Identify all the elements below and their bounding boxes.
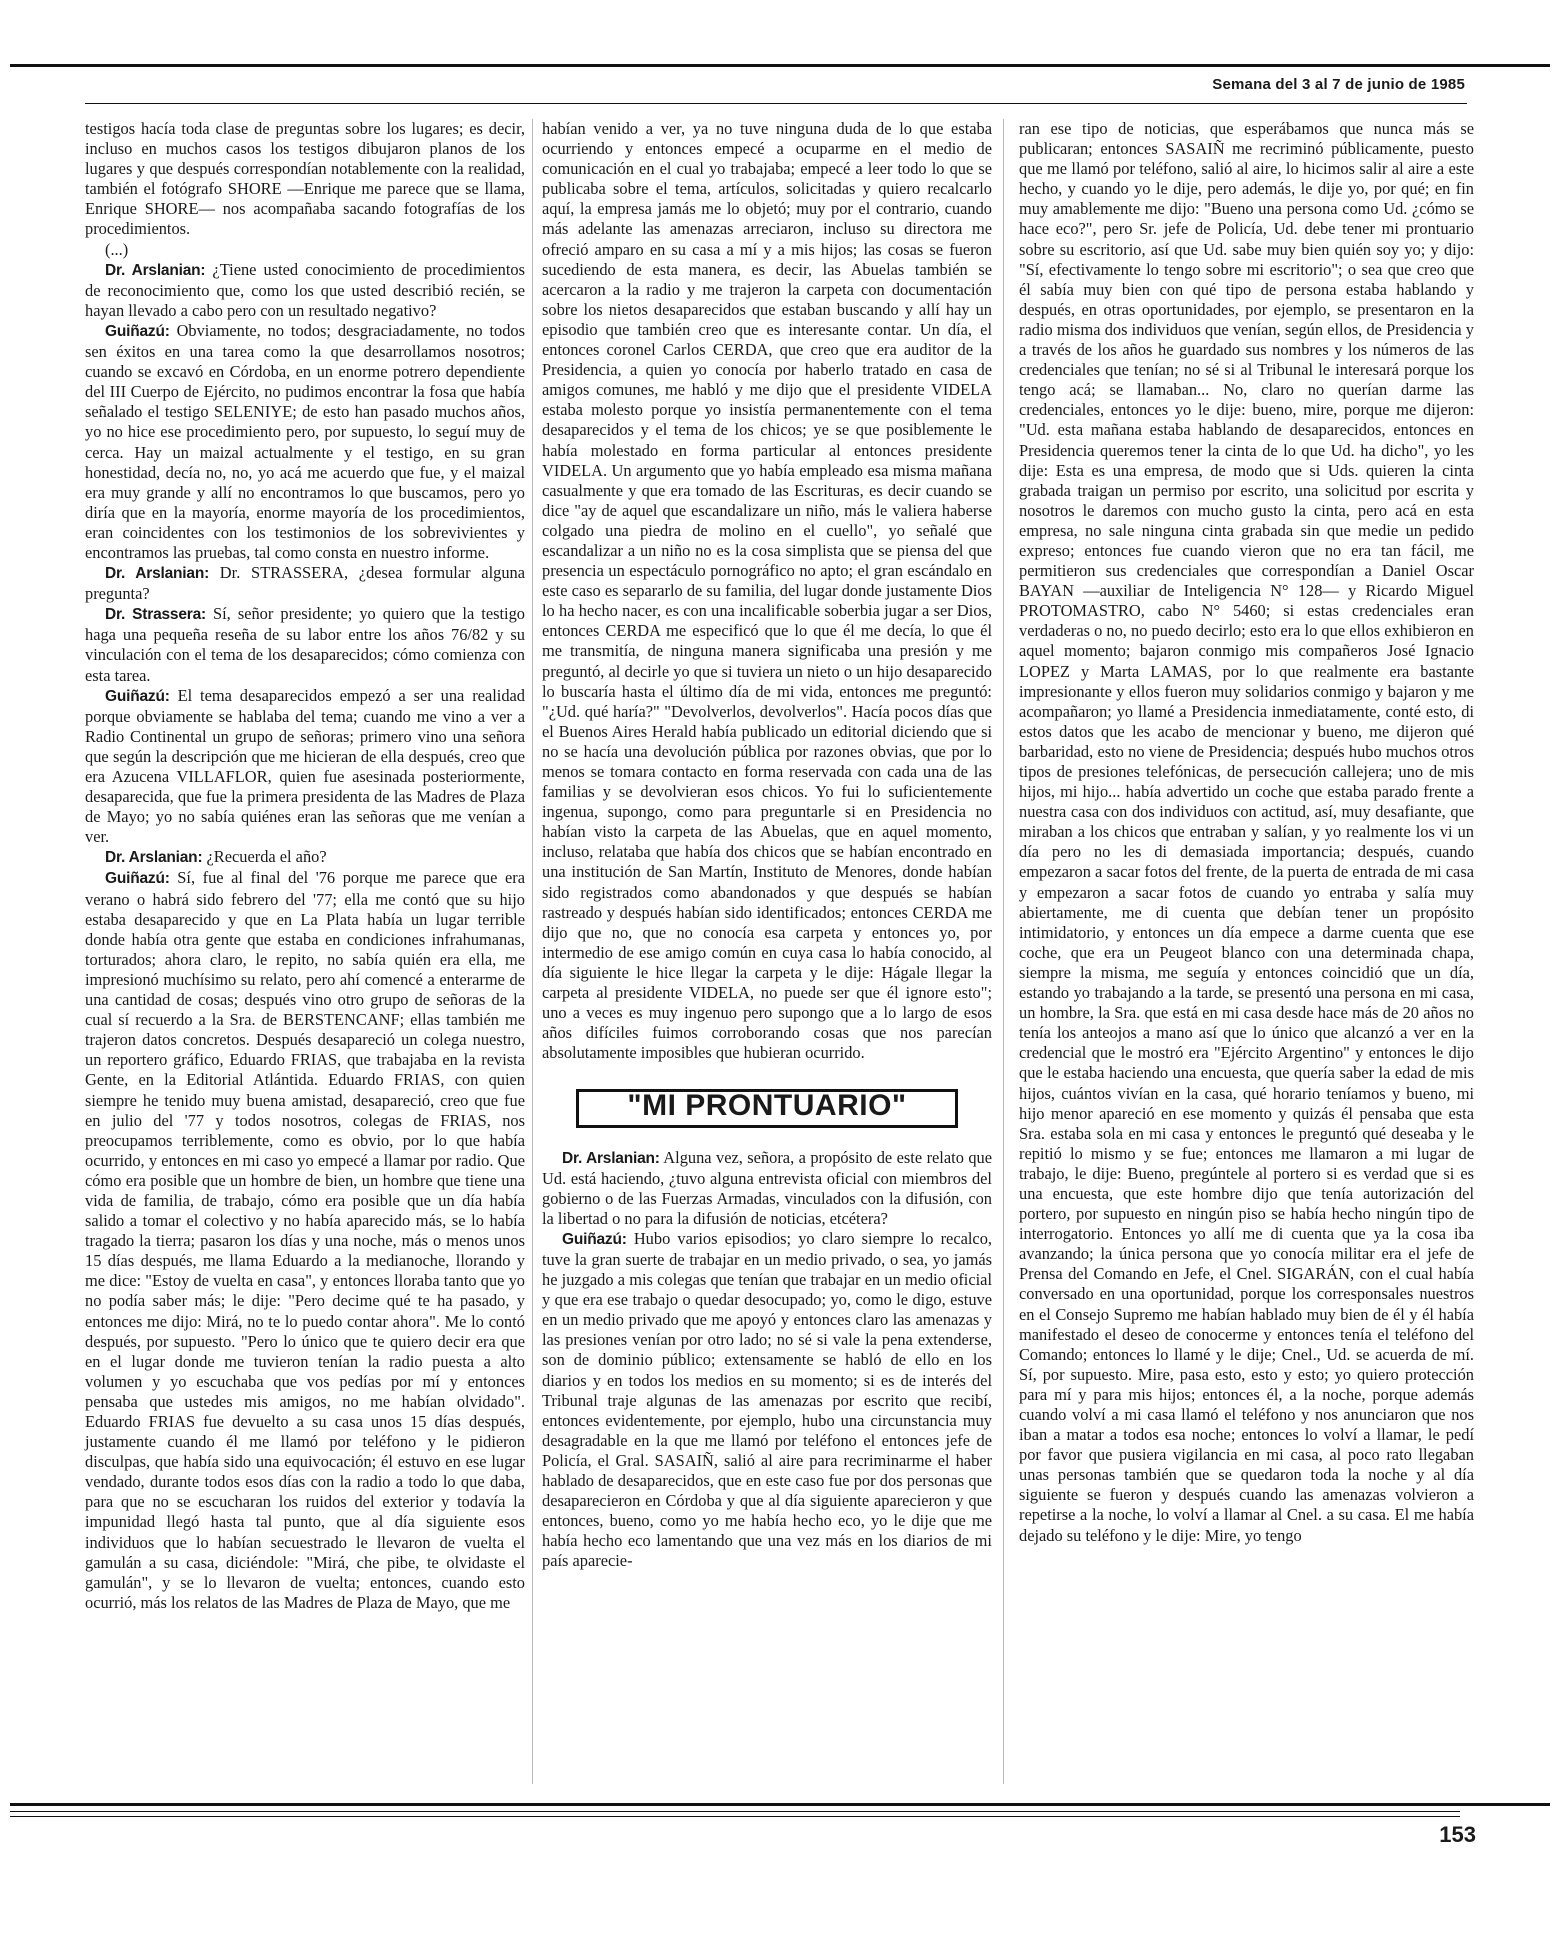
column-separator (1003, 119, 1004, 1784)
column-separator (532, 119, 533, 1784)
paragraph-text: testigos hacía toda clase de preguntas sobre los lugares; es decir, incluso en muchos casos los testigos dibujaron planos de los lugares y que después correspondían notablemente con la realidad, también el fotógrafo SHORE —Enrique me parece que se llama, Enrique SHORE— nos acompañaba sacando fotografías de los procedimientos. (85, 119, 525, 239)
page-header-date: Semana del 3 al 7 de junio de 1985 (1212, 76, 1465, 93)
speaker-label: Dr. Arslanian: (105, 261, 206, 279)
speaker-label: Guiñazú: (105, 687, 170, 705)
paragraph-text: (...) (105, 239, 129, 259)
paragraph (85, 847, 525, 868)
footer-rule-thin (10, 1811, 1460, 1812)
paragraph (85, 563, 525, 604)
speaker-label: Dr. Arslanian: (105, 565, 210, 583)
speaker-label: Dr. Arslanian: (562, 1149, 660, 1167)
paragraph-text: ran ese tipo de noticias, que esperábamos que nunca más se publicaran; entonces SASAIÑ me recriminó públicamente, puesto que me llamó por teléfono, salió al aire, lo hicimos salir al aire a este hecho, y cuando yo le dije, pero además, le dije yo, por qué; en fin muy amablemente me dijo: "Bueno una persona como Ud. ¿cómo se hace eco?", pero Sr. jefe de Policía, Ud. debe tener mi prontuario sobre su escritorio, así que Ud. sabe muy bien quién soy yo; y dijo: "Sí, efectivamente lo tengo sobre mi escritorio"; o sea que creo que él sabía muy bien con qué tipo de persona estaba hablando y después, en otras oportunidades, por ejemplo, se presentaron en la radio misma dos individuos que venían, según ellos, de Presidencia y a través de los años he guardado sus nombres y los números de las credenciales que tenían; no sé si al Tribunal le interesará porque los tengo acá; se llamaban... No, claro no querían darme las credenciales, entonces yo le dije: bueno, mire, porque me dijeron: "Ud. esta mañana estaba hablando de desaparecidos, entonces en Presidencia queremos tener la cinta de lo que Ud. ha dicho", yo les dije: Esta es una empresa, de modo que si Uds. quieren la cinta grabada traigan un permiso por escrito, una solicitud por escrita y nosotros le daremos con mucho gusto la cinta, pero acá en esta empresa, no sale ninguna cinta grabada sin que medie un pedido expreso; entonces fue cuando vieron que no era tan fácil, me permitieron sus credenciales que correspondían a Daniel Oscar BAYAN —auxiliar de Inteligencia N° 128— y Ricardo Miguel PROTOMASTRO, cabo N° 5460; si estas credenciales eran verdaderas o no, no puedo decirlo; esto era lo que ellos exhibieron en aquel momento; bajaron conmigo mis compañeros José Ignacio LOPEZ y Marta LAMAS, por lo que realmente era bastante impresionante y ellos fueron muy solidarios conmigo y bajaron y me acompañaron; yo llamé a Presidencia inmediatamente, conté esto, di estos datos que les acabo de mencionar y bueno, me dijeron qué barbaridad, esto no viene de Presidencia; después hubo muchos otros tipos de presiones telefónicas, de persecución callejera; uno de mis hijos, mi hijo... había advertido un coche que estaba parado frente a nuestra casa con dos individuos con actitud, así, muy desafiante, que miraban a los chicos que entraban y salían, y yo realmente los vi un día pero no les di demasiada importancia; después, cuando empezaron a sacar fotos del frente, de la puerta de entrada de mi casa y empezaron a sacar fotos de cuando yo entraba y salía muy abiertamente, me di cuenta que debían tener un propósito intimidatorio, y entonces un día empece a darme cuenta que ese coche, que era un Peugeot blanco con una determinada chapa, siempre la misma, me seguía y entonces coincidió que un día, estando yo trabajando a la tarde, se presentó una persona en mi casa, un hombre, la Sra. que está en mi casa desde hace más de 20 años no tenía los anteojos a mano así que lo único que alcanzó a ver en la credencial que le mostró era "Ejército Argentino" y entonces le dijo que le estaba haciendo una encuesta, que quería saber la edad de mis hijos, cuántos vivían en la casa, qué horario teníamos y bueno, mi hijo menor apareció en ese momento y quizás él pensaba que esta Sra. estaba sola en mi casa y entonces le preguntó qué deseaba y le repitió lo mismo y se fue; entonces me llamaron a mi lugar de trabajo, le dije: Bueno, pregúntele al portero si es verdad que si es una encuesta, que este hombre dijo que tenía autorización del portero, por supuesto en ningún piso se había hecho ningún tipo de interrogatorio. Entonces yo allí me di cuenta que ya la cosa iba avanzando; la única persona que yo conocía militar era el jefe de Prensa del Comando en Jefe, el Cnel. SIGARÁN, con el cual había conversado en una oportunidad, porque los corresponsales nuestros en el Consejo Supremo me habían hablado muy bien de él y él había manifestado el deseo de conocerme y entonces tenía el teléfono del Comando; entonces lo llamé y le dije; Cnel., Ud. se acuerda de mí. Sí, por supuesto. Mire, pasa esto, esto y esto; yo quiero protección para mí y para mis hijos; entonces él, a la noche, porque además cuando volví a mi casa llamó el teléfono y nos anunciaron que nos iban a matar a todos esa noche; entonces lo volví a llamar, le pedí por favor que pusiera vigilancia en mi casa, al poco rato llegaban unas personas también que se quedaron toda la noche y al día siguiente se fueron y después cuando las amenazas volvieron a repetirse a la noche, lo volví a llamar al Cnel. a su casa. El me había dejado su teléfono y le dije: Mire, yo tengo (1019, 119, 1474, 1545)
speaker-label: Guiñazú: (105, 322, 170, 340)
footer-rule-thin (10, 1816, 1460, 1817)
paragraph (85, 868, 525, 1612)
paragraph-text: Hubo varios episodios; yo claro siempre lo recalco, tuve la gran suerte de trabajar en un medio privado, o sea, yo jamás he juzgado a mis colegas que tenían que trabajar en un medio oficial y que era ese trabajo o quedar desocupado; yo, como le digo, estuve en un medio privado que me apoyó y entonces claro las amenazas y las presiones venían por otro lado; no sé si vale la pena extenderse, son de dominio público; extensamente se habló de ello en los diarios y en todos los medios en su momento; si es de interés del Tribunal traje algunas de las amenazas por escrito que recibí, entonces evidentemente, por ejemplo, hubo una circunstancia muy desagradable en la que me llamó por teléfono el entonces jefe de Policía, el Gral. SASAIÑ, salió al aire para recriminarme el haber hablado de desaparecidos, que en este caso fue por dos personas que desaparecieron en Córdoba y que al día siguiente aparecieron y que entonces, bueno, como yo me había hecho eco, yo le dije que me había hecho eco lamentando que una vez más en los diarios de mi país aparecie- (542, 1228, 992, 1571)
speaker-label: Dr. Strassera: (105, 606, 206, 624)
paragraph-text: habían venido a ver, ya no tuve ninguna duda de lo que estaba ocurriendo y entonces empecé a ocuparme en el medio de comunicación en el cual yo trabajaba; empecé a leer todo lo que se publicaba sobre el tema, artículos, solicitadas y quiero recalcarlo aquí, la empresa jamás me lo objetó; muy por el contrario, cuando más adelante las amenazas arreciaron, incluso su directora me ofreció amparo en su casa a mí y a mis hijos; las cosas se fueron sucediendo de esta manera, es decir, las Abuelas también se acercaron a la radio y me trajeron la carpeta con documentación sobre los nietos desaparecidos que estaban buscando y allí hay un episodio que también creo que es interesante contar. Un día, el entonces coronel Carlos CERDA, que creo que era auditor de la Presidencia, a quien yo conocía por haberlo tratado en casa de amigos comunes, me habló y me dijo que el presidente VIDELA estaba molesto porque yo insistía permanentemente con el tema desaparecidos y el tema de los chicos; ye se que posiblemente le había molestado en forma particular al entonces presidente VIDELA. Un argumento que yo había empleado esa misma mañana casualmente y que era tomado de las Escrituras, es decir cuando se dice "ay de aquel que escandalizare un niño, más le valiera haberse colgado una piedra de molino en el cuello", yo señalé que escandalizar a un niño no es la cosa simplista que se piensa del que presencia un espectáculo pornográfico no apto; el gran escándalo en este caso es separarlo de su familia, del lugar donde justamente Dios lo ha hecho nacer, es con una incalificable soberbia jugar a ser Dios, entonces CERDA me especificó que lo que él me decía, lo que él me transmitía, de ninguna manera significaba una presión y me preguntó, al decirle yo que si tuviera un nieto o un hijo desaparecido lo buscaría hasta el último día de mi vida, entonces me preguntó: "¿Ud. qué haría?" "Devolverlos, devolverlos". Hacía pocos días que el Buenos Aires Herald había publicado un editorial diciendo que si no se hacía una devolución pública por razones obvias, que por lo menos se tomara contacto en forma reservada con cada una de las familias y se devolvieran esos chicos. Yo fui lo suficientemente ingenua, supongo, como para preguntarle si en Presidencia no habían visto la carpeta de las Abuelas, que en aquel momento, incluso, relataba que había dos chicos que se habían encontrado en una institución de San Martín, Instituto de Menores, donde habían sido registrados como abandonados y que después se habían rastreado y después habían sido identificados; entonces CERDA me dijo que no, que no conocía esa carpeta y entonces yo, por intermedio de ese amigo común en cuya casa lo había conocido, al día siguiente le hice llegar la carpeta y le dije: Hágale llegar la carpeta al presidente VIDELA, no puede ser que él ignore esto"; uno a veces es muy ingenuo pero supongo que a lo largo de esos años difíciles fuimos corroborando cosas que nos parecían absolutamente imposibles que hubieran ocurrido. (542, 119, 992, 1063)
paragraph-text: Sí, fue al final del '76 porque me parece que era verano o habrá sido febrero del '77; ella me contó que su hijo estaba desaparecido y que en La Plata había un lugar terrible donde había otra gente que estaba en condiciones infrahumanas, torturados; ahora claro, le repito, no sabía quién era ella, me impresionó muchísimo su relato, pero ahí comencé a enterarme de una cantidad de cosas; después vino otro grupo de señoras de la cual sí recuerdo a la Sra. de BERSTENCANF; ellas también me trajeron datos concretos. Después desapareció un colega nuestro, un reportero gráfico, Eduardo FRIAS, que trabajaba en la revista Gente, en la Editorial Atlántida. Eduardo FRIAS, con quien siempre he tenido muy buena amistad, desapareció, creo que fue en julio del '77 y todos nosotros, colegas de FRIAS, nos preocupamos terriblemente, como es obvio, por lo que había ocurrido, y entonces en mi caso yo empecé a llamar por radio. Que cómo era posible que un hombre de bien, un hombre que tiene una vida de familia, de trabajo, cómo era posible que un día había salido a tomar el colectivo y no había aparecido más, se lo había tragado la tierra; pasaron los días y una noche, más o menos unos 15 días después, me llama Eduardo a la medianoche, llorando y me dice: "Estoy de vuelta en casa", y entonces lloraba tanto que yo no podía saber más; le dije: "Pero decime qué te ha pasado, y entonces me dijo: Mirá, no te lo puedo contar ahora". Me lo contó después, por supuesto. "Pero lo único que te quiero decir era que en el lugar donde me tuvieron tenían la radio puesta a alto volumen y yo escuchaba que vos pedías por mí y entonces pensaba que ustedes mis amigos, no me habían olvidado". Eduardo FRIAS fue devuelto a su casa unos 15 días después, justamente cuando él me llamó por teléfono y le pidieron disculpas, que había sido una equivocación; él estuvo en ese lugar vendado, durante todos esos días con la radio a todo lo que daba, para que no se escucharan los ruidos del exterior y todavía la impunidad llegó hasta tal punto, que al día siguiente esos individuos que lo habían secuestrado le llevaron de vuelta el gamulán a su casa, diciéndole: "Mirá, che pibe, te olvidaste el gamulán", y se lo llevaron de vuelta; entonces, cuando esto ocurrió, más los relatos de las Madres de Plaza de Mayo, que me (85, 868, 525, 1612)
paragraph (85, 240, 525, 260)
paragraph (542, 119, 992, 1063)
paragraph (85, 604, 525, 685)
paragraph (85, 321, 525, 563)
top-rule (10, 64, 1550, 67)
paragraph-text: El tema desaparecidos empezó a ser una realidad porque obviamente se hablaba del tema; cuando me vino a ver a Radio Continental un grupo de señoras; primero vino una señora que según la descripción que me hicieran de ella después, creo que era Azucena VILLAFLOR, quien fue asesinada posteriormente, desaparecida, que fue la primera presidenta de las Madres de Plaza de Mayo; yo no sabía quiénes eran las señoras que me venían a ver. (85, 685, 525, 847)
paragraph-text: Obviamente, no todos; desgraciadamente, no todos sen éxitos en una tarea como la que desarrollamos nosotros; cuando se excavó en Córdoba, en un enorme potrero dependiente del III Cuerpo de Ejército, no pudimos encontrar la fosa que había señalado el testigo SELENIYE; de esto han pasado muchos años, yo no hice ese procedimiento pero, por supuesto, lo seguí muy de cerca. Hay un maizal actualmente y el testigo, en su gran honestidad, decía no, no, yo acá me acuerdo que fue, y el maizal era muy grande y allí no encontramos lo que buscamos, pero yo diría que en la mayoría, enorme mayoría de los procedimientos, eran coincidentes con los testimonios de los sobrevivientes y encontramos las pruebas, tal como consta en nuestro informe. (85, 320, 525, 562)
paragraph (85, 686, 525, 848)
paragraph (85, 260, 525, 321)
paragraph-text: Sí, señor presidente; yo quiero que la testigo haga una pequeña reseña de su labor entre los años 76/82 y su vinculación con el tema de los desaparecidos; cómo comienza con esta tarea. (85, 604, 525, 685)
section-title: "MI PRONTUARIO" (627, 1089, 907, 1123)
section-heading-box (576, 1089, 958, 1127)
paragraph (1019, 119, 1474, 1546)
column-3 (1019, 119, 1474, 1546)
paragraph (542, 1229, 992, 1572)
paragraph-text: ¿Recuerda el año? (202, 847, 327, 867)
footer-rule (10, 1803, 1550, 1806)
speaker-label: Guiñazú: (105, 870, 170, 888)
paragraph-text: Alguna vez, señora, a propósito de este relato que Ud. está haciendo, ¿tuvo alguna entrevista oficial con miembros del gobierno o de las Fuerzas Armadas, vinculados con la difusión, con la libertad o no para la difusión de noticias, etcétera? (542, 1147, 992, 1228)
paragraph-text: Dr. STRASSERA, ¿desea formular alguna pregunta? (85, 563, 525, 604)
column-2 (542, 119, 992, 1571)
paragraph (542, 1148, 992, 1229)
page-number: 153 (1439, 1822, 1476, 1847)
column-2-section-body (542, 1148, 992, 1572)
paragraph (85, 119, 525, 240)
column-1 (85, 119, 525, 1613)
column-2-body (542, 119, 992, 1063)
speaker-label: Guiñazú: (562, 1230, 627, 1248)
paragraph-text: ¿Tiene usted conocimiento de procedimientos de reconocimiento que, como los que usted describió recién, se hayan llevado a cabo pero con un resultado negativo? (85, 259, 526, 320)
speaker-label: Dr. Arslanian: (105, 849, 203, 867)
header-rule (85, 103, 1467, 104)
